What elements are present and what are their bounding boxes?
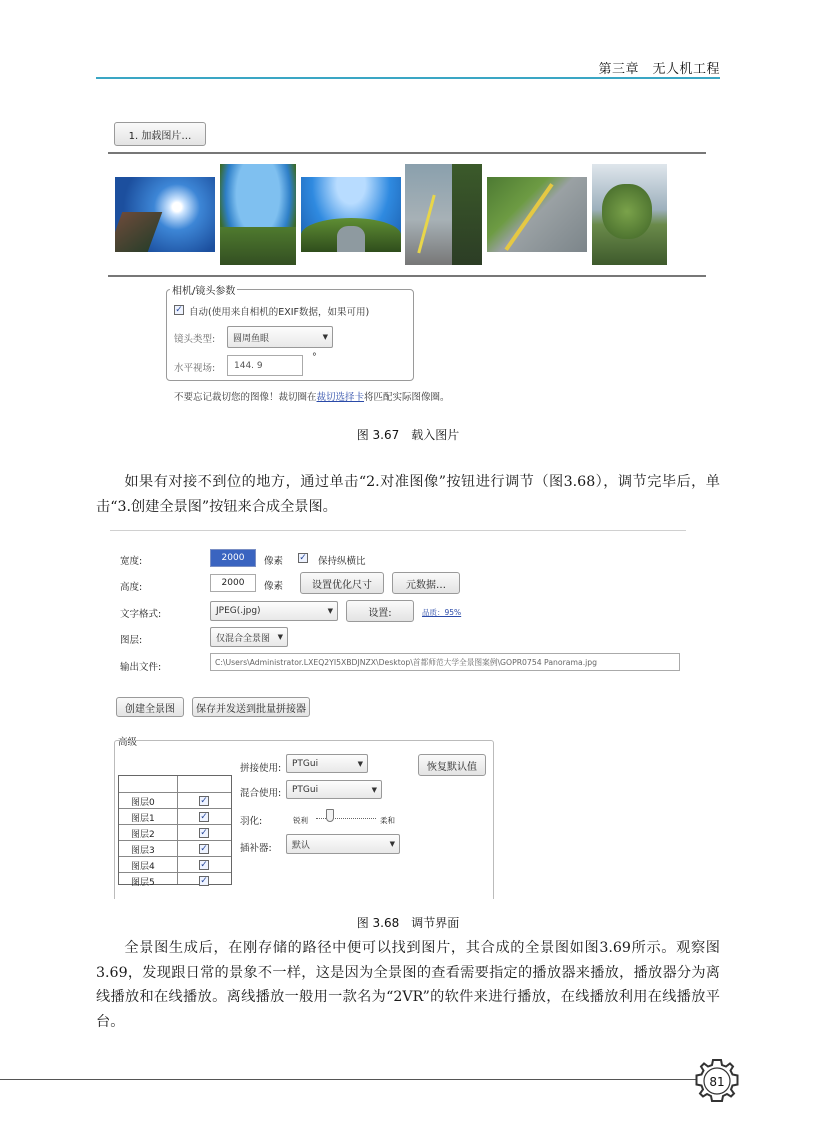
fisheye-photo-6 (592, 164, 667, 265)
save-to-batch-button[interactable]: 保存并发送到批量拼接器 (192, 697, 310, 717)
stitch-label: 拼接使用: (240, 763, 282, 774)
lens-type-label: 镜头类型: (174, 334, 216, 345)
table-row[interactable] (119, 808, 231, 824)
output-path-input[interactable]: C:\Users\Administrator.LXEQ2YI5XBDJNZX\Desktop\首都师范大学全景图案例\GOPR0754 Panorama.jpg (210, 653, 680, 671)
paragraph-1-text: 如果有对接不到位的地方，通过单击“2.对准图像”按钮进行调节（图3.68），调节完毕后，单击“3.创建全景图”按钮来合成全景图。 (96, 474, 720, 515)
lens-type-value: 圆周鱼眼 (233, 333, 270, 344)
create-panorama-button[interactable]: 创建全景图 (116, 697, 184, 717)
width-unit: 像素 (264, 556, 284, 567)
table-row[interactable] (119, 792, 231, 808)
load-images-button[interactable]: 1. 加载图片… (114, 122, 206, 146)
metadata-button[interactable]: 元数据… (392, 572, 460, 594)
keep-ratio-label: 保持纵横比 (318, 556, 366, 567)
page-number: 81 (709, 1075, 725, 1089)
hfov-input[interactable]: 144. 9 (227, 355, 303, 376)
height-input[interactable]: 2000 (210, 574, 256, 592)
layer-label: 图层: (120, 635, 143, 646)
output-settings-panel (110, 530, 686, 899)
fisheye-photo-3 (301, 177, 401, 252)
feather-slider-track[interactable] (316, 818, 376, 819)
chevron-down-icon: ▼ (371, 785, 377, 794)
blend-label: 混合使用: (240, 788, 282, 799)
layer-name: 图层5 (131, 878, 155, 888)
stitch-select[interactable] (286, 754, 368, 773)
format-select[interactable] (210, 601, 338, 621)
divider-bottom (108, 275, 706, 277)
height-unit: 像素 (264, 581, 284, 592)
paragraph-1 (96, 470, 720, 519)
layer-name: 图层1 (131, 814, 155, 824)
layer-select[interactable] (210, 627, 288, 647)
layer-name: 图层4 (131, 862, 155, 872)
keep-ratio-checkbox[interactable]: ✓ (299, 553, 307, 563)
fisheye-photo-5 (487, 177, 587, 252)
feather-sharp-label: 锐利 (293, 816, 308, 825)
width-input[interactable]: 2000 (210, 549, 256, 567)
layer-checkbox[interactable]: ✓ (200, 812, 208, 822)
fisheye-photo-2 (220, 164, 296, 265)
layer-checkbox[interactable]: ✓ (200, 860, 208, 870)
optimize-size-button[interactable]: 设置优化尺寸 (300, 572, 384, 594)
table-row[interactable] (119, 872, 231, 888)
auto-checkbox[interactable]: ✓ (175, 305, 183, 315)
height-label: 高度: (120, 582, 143, 593)
interpolator-label: 插补器: (240, 843, 272, 854)
layer-checkbox[interactable]: ✓ (200, 844, 208, 854)
divider-top (108, 152, 706, 154)
chevron-down-icon: ▼ (277, 633, 283, 641)
chevron-down-icon: ▼ (357, 759, 363, 768)
stitch-value: PTGui (292, 758, 319, 769)
figure-caption-368: 图 3.68 调节界面 (356, 916, 460, 930)
table-row[interactable] (119, 856, 231, 872)
figure-caption-367: 图 3.67 载入图片 (356, 428, 460, 442)
table-row[interactable] (119, 840, 231, 856)
format-value: JPEG(.jpg) (216, 606, 261, 616)
feather-slider-handle[interactable] (326, 809, 334, 822)
layer-checkbox[interactable]: ✓ (200, 828, 208, 838)
lens-type-select[interactable] (227, 326, 333, 348)
table-row[interactable] (119, 824, 231, 840)
advanced-label: 高级 (118, 737, 138, 748)
chevron-down-icon: ▼ (327, 607, 333, 615)
layer-checkbox[interactable]: ✓ (200, 876, 208, 886)
layer-table (118, 775, 232, 888)
fisheye-photo-1 (115, 177, 215, 252)
layer-name: 图层2 (131, 830, 155, 840)
auto-label: 自动(使用来自相机的EXIF数据，如果可用) (189, 307, 370, 318)
format-label: 文字格式: (120, 609, 162, 620)
output-label: 输出文件: (120, 662, 162, 673)
footer-rule (0, 1079, 705, 1080)
layer-name: 图层0 (131, 798, 155, 808)
width-label: 宽度: (120, 556, 143, 567)
quality-link[interactable]: 品质：95% (422, 608, 462, 617)
chevron-down-icon: ▼ (389, 840, 395, 848)
blend-value: PTGui (292, 784, 319, 795)
header-rule (96, 77, 720, 79)
layer-name: 图层3 (131, 846, 155, 856)
group-title: 相机/镜头参数 (170, 282, 237, 297)
interpolator-value: 默认 (292, 840, 311, 851)
layer-checkbox[interactable]: ✓ (200, 796, 208, 806)
layer-value: 仅混合全景图 (216, 633, 271, 644)
restore-defaults-button[interactable]: 恢复默认值 (418, 754, 486, 776)
interpolator-select[interactable] (286, 834, 400, 854)
blend-select[interactable] (286, 780, 382, 799)
running-header: 第三章 无人机工程 (598, 62, 720, 77)
crop-note-before: 不要忘记裁切您的图像！裁切圈在 (174, 392, 317, 403)
hfov-label: 水平视场: (174, 363, 216, 374)
feather-soft-label: 柔和 (380, 816, 395, 825)
feather-label: 羽化: (240, 816, 263, 827)
paragraph-2 (96, 936, 720, 1034)
fisheye-photo-4 (405, 164, 482, 265)
format-settings-button[interactable]: 设置: (346, 600, 414, 622)
crop-tab-link[interactable]: 裁切选择卡 (316, 392, 365, 403)
hfov-unit: ° (312, 352, 317, 363)
chevron-down-icon: ▼ (322, 333, 328, 341)
crop-note-after: 将匹配实际图像圈。 (364, 392, 450, 403)
paragraph-2-text: 全景图生成后，在刚存储的路径中便可以找到图片，其合成的全景图如图3.69所示。观察图3.69，发现跟日常的景象不一样，这是因为全景图的查看需要指定的播放器来播放，播放器分为离线播放和在线播放。离线播放一般用一款名为“2VR”的软件来进行播放，在线播放利用在线播放平台。 (96, 940, 720, 1030)
crop-note (174, 389, 450, 403)
